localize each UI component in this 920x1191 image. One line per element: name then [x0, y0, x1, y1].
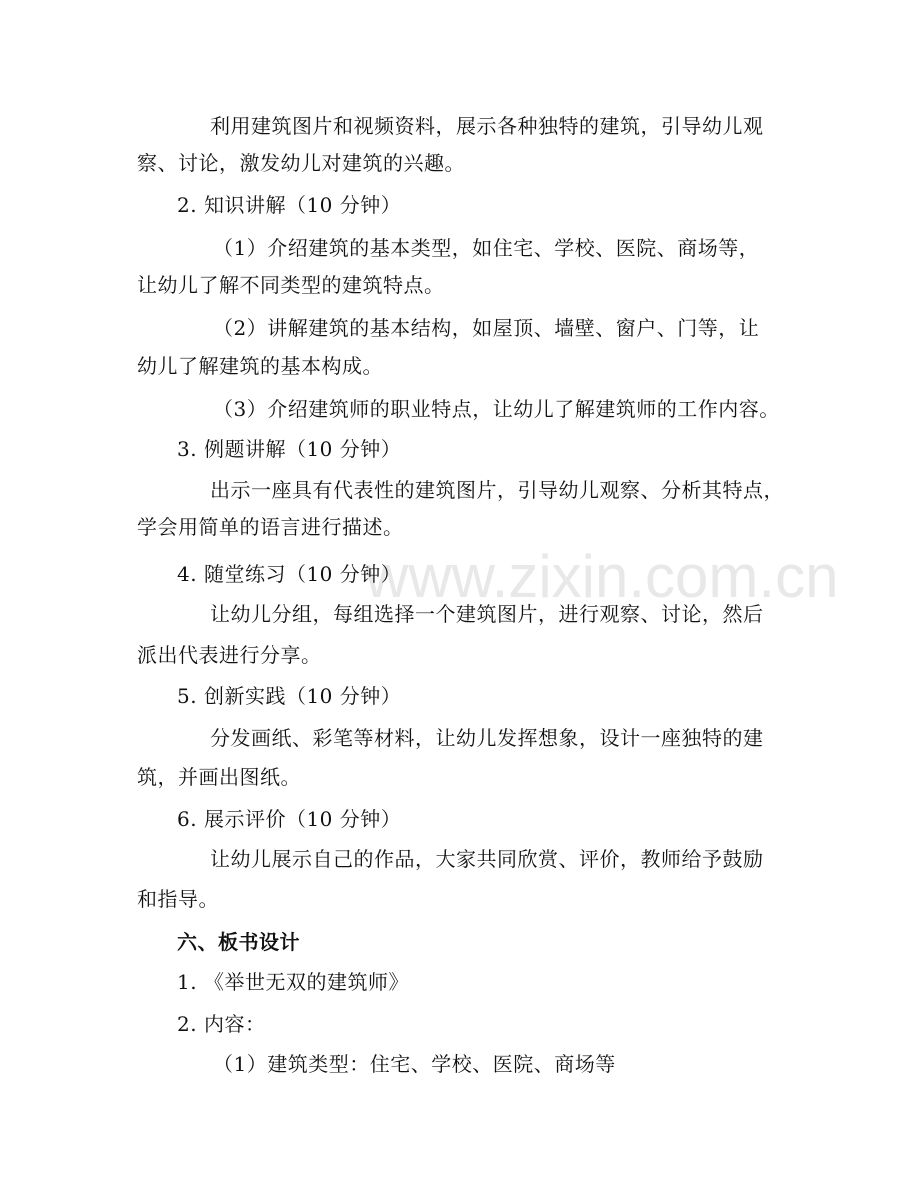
paragraph-line: 分发画纸、彩笔等材料，让幼儿发挥想象，设计一座独特的建 — [210, 726, 764, 750]
paragraph-line: （3）介绍建筑师的职业特点，让幼儿了解建筑师的工作内容。 — [213, 397, 780, 421]
paragraph-line: （1）介绍建筑的基本类型，如住宅、学校、医院、商场等， — [213, 236, 760, 260]
section-heading-board-design: 六、板书设计 — [177, 930, 300, 954]
paragraph-line: 幼儿了解建筑的基本构成。 — [137, 354, 383, 378]
paragraph-line: 察、讨论，激发幼儿对建筑的兴趣。 — [137, 151, 465, 175]
paragraph-line: （2）讲解建筑的基本结构，如屋顶、墙壁、窗户、门等，让 — [213, 316, 760, 340]
paragraph-line: 筑，并画出图纸。 — [137, 765, 301, 789]
paragraph-line: 学会用简单的语言进行描述。 — [137, 515, 404, 539]
list-item-title: 1. 《举世无双的建筑师》 — [177, 970, 409, 994]
section-item-innovation: 5. 创新实践（10 分钟） — [177, 684, 402, 708]
paragraph-line: 和指导。 — [137, 887, 219, 911]
section-item-evaluation: 6. 展示评价（10 分钟） — [177, 807, 402, 831]
paragraph-line: 让幼儿展示自己的作品，大家共同欣赏、评价，教师给予鼓励 — [210, 847, 764, 871]
paragraph-line: 让幼儿了解不同类型的建筑特点。 — [137, 273, 445, 297]
list-subitem-building-types: （1）建筑类型：住宅、学校、医院、商场等 — [213, 1052, 616, 1076]
paragraph-line: 让幼儿分组，每组选择一个建筑图片，进行观察、讨论，然后 — [210, 602, 764, 626]
list-item-content: 2. 内容： — [177, 1012, 266, 1036]
section-item-practice: 4. 随堂练习（10 分钟） — [177, 562, 402, 586]
paragraph-line: 利用建筑图片和视频资料，展示各种独特的建筑，引导幼儿观 — [210, 114, 764, 138]
section-item-examples: 3. 例题讲解（10 分钟） — [177, 437, 402, 461]
watermark: www.zixin.com.cn — [365, 543, 839, 610]
paragraph-line: 派出代表进行分享。 — [137, 643, 322, 667]
paragraph-line: 出示一座具有代表性的建筑图片，引导幼儿观察、分析其特点， — [210, 478, 784, 502]
section-item-knowledge: 2. 知识讲解（10 分钟） — [177, 193, 402, 217]
